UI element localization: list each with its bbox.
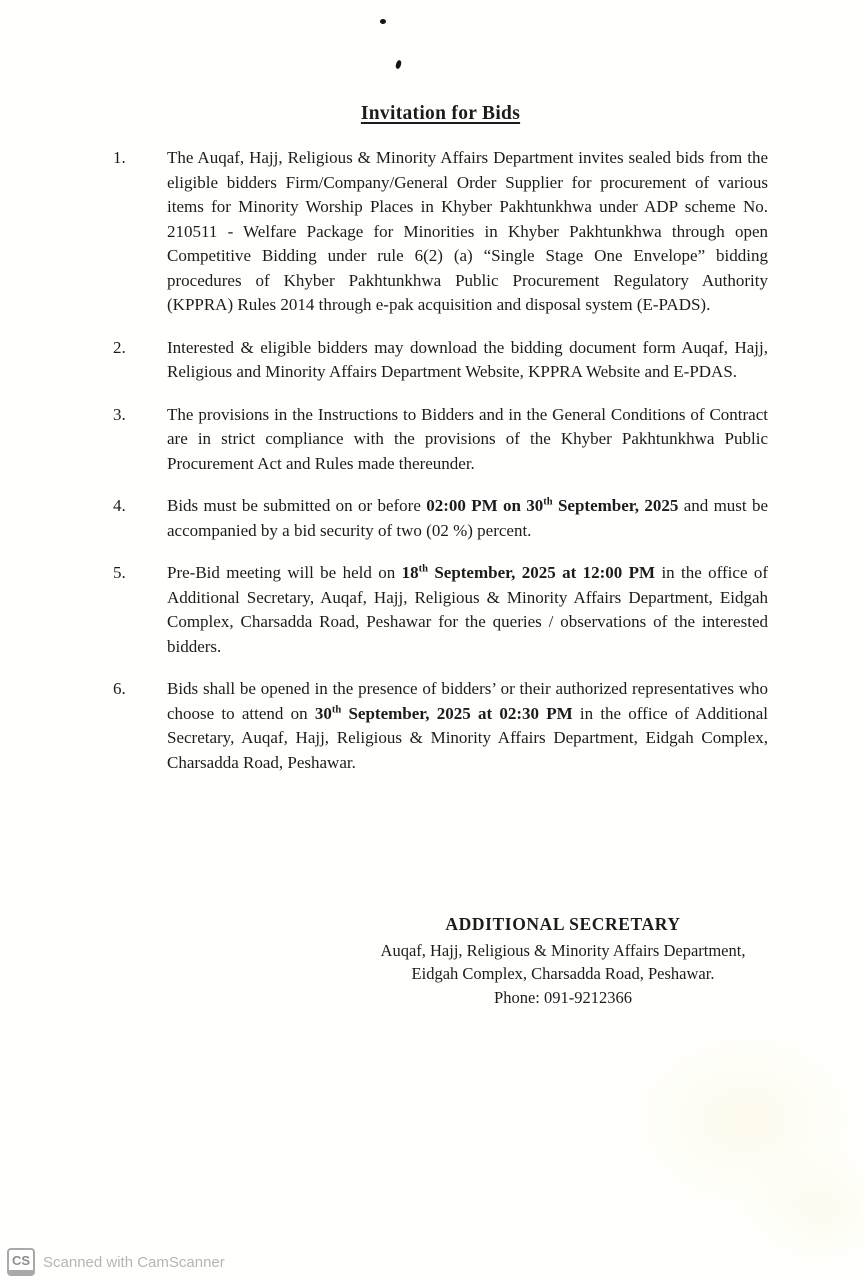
signatory-phone: Phone: 091-9212366 — [494, 987, 632, 1007]
item-text: Bids shall be opened in the presence of bidders’ or their authorized representatives who choose to attend on 30th September, 2025 at 02:30 PM in the office of Additional Secretary, Auqaf, Hajj, Religious & Minority Affairs Department, Eidgah Complex, Charsadda Road, Peshawar. — [167, 679, 769, 772]
list-item — [113, 146, 768, 318]
camscanner-watermark — [7, 1248, 225, 1276]
signatory-address: Eidgah Complex, Charsadda Road, Peshawar. — [411, 964, 715, 983]
signatory-department: Auqaf, Hajj, Religious & Minority Affairs Department, — [380, 940, 746, 960]
signatory-title: ADDITIONAL SECRETARY — [445, 914, 681, 934]
camscanner-watermark-text: Scanned with CamScanner — [43, 1253, 225, 1271]
item-number: 5. — [113, 563, 126, 582]
document-title: Invitation for Bids — [360, 103, 521, 124]
item-text: Bids must be submitted on or before 02:00 PM on 30th September, 2025 and must be accompanied by a bid security of two (02 %) percent. — [167, 496, 768, 540]
item-number: 4. — [113, 496, 126, 515]
list-item — [113, 561, 768, 659]
signature-block — [353, 913, 773, 1009]
ink-speck-icon — [380, 19, 386, 24]
item-number: 6. — [113, 679, 126, 698]
bid-items-list — [113, 146, 768, 775]
list-item — [113, 494, 768, 543]
camscanner-icon: CS — [7, 1248, 35, 1276]
list-item — [113, 403, 768, 477]
item-number: 2. — [113, 337, 126, 357]
item-text: The provisions in the Instructions to Bidders and in the General Conditions of Contract are in strict compliance with the provisions of the Khyber Pakhtunkhwa Public Procurement Act and Rules made thereunder. — [167, 404, 768, 473]
item-text: Pre-Bid meeting will be held on 18th September, 2025 at 12:00 PM in the office of Additional Secretary, Auqaf, Hajj, Religious & Minority Affairs Department, Eidgah Complex, Charsadda Road, Peshawar for the queries / observations of the interested bidders. — [167, 563, 769, 656]
item-text: The Auqaf, Hajj, Religious & Minority Affairs Department invites sealed bids from the eligible bidders Firm/Company/General Order Supplier for procurement of various items for Minority Worship Places in Khyber Pakhtunkhwa under ADP scheme No. 210511 - Welfare Package for Minorities in Khyber Pakhtunkhwa through open Competitive Bidding under rule 6(2) (a) “Single Stage One Envelope” bidding procedures of Khyber Pakhtunkhwa Public Procurement Regulatory Authority (KPPRA) Rules 2014 through e-pak acquisition and disposal system (E-PADS). — [167, 148, 768, 314]
item-number: 3. — [113, 404, 126, 424]
item-number: 1. — [113, 148, 126, 167]
list-item — [113, 336, 768, 385]
item-text: Interested & eligible bidders may download the bidding document form Auqaf, Hajj, Religious and Minority Affairs Department Website, KPPRA Website and E-PDAS. — [167, 337, 768, 381]
list-item — [113, 677, 768, 775]
